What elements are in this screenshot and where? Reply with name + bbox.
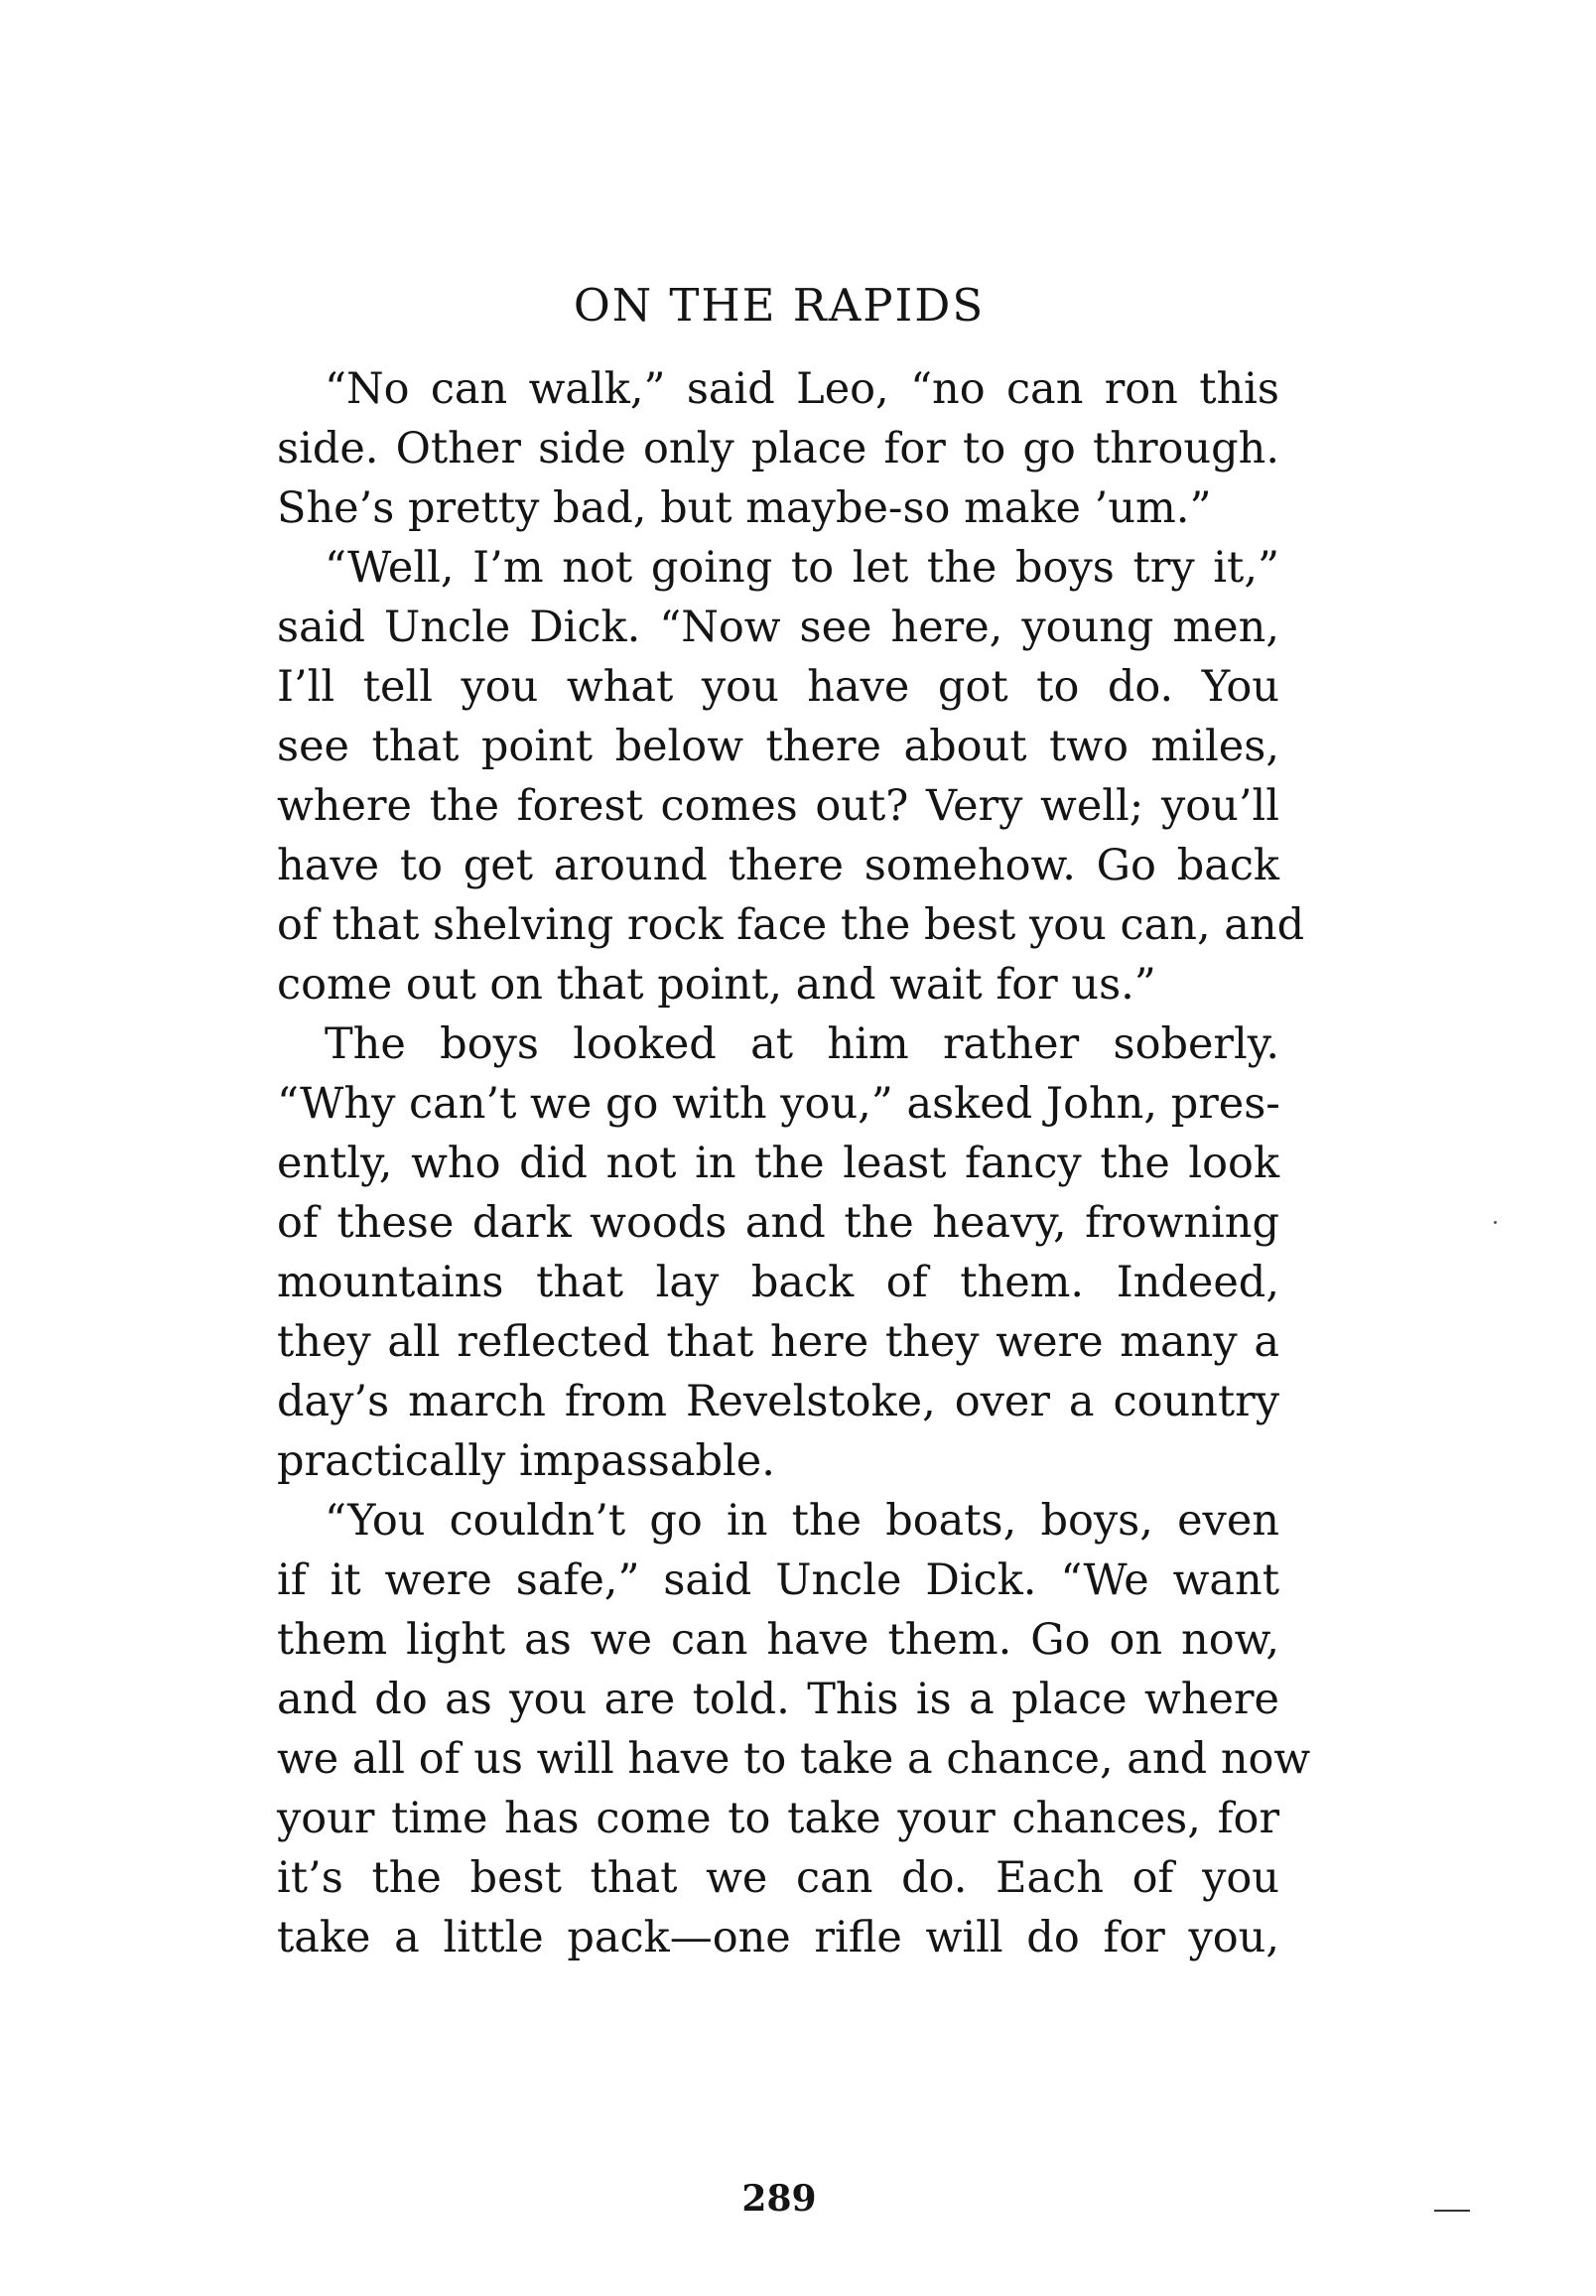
text-line: and do as you are told. This is a place where xyxy=(277,1675,1279,1724)
text-line: She’s pretty bad, but maybe-so make ’um.” xyxy=(277,483,1212,533)
running-head: ON THE RAPIDS xyxy=(573,279,986,332)
text-line: your time has come to take your chances, for xyxy=(277,1794,1279,1843)
text-line: where the forest comes out? Very well; you’ll xyxy=(277,781,1279,831)
text-line: of these dark woods and the heavy, frowning xyxy=(277,1198,1279,1248)
text-line: said Uncle Dick. “Now see here, young men, xyxy=(277,603,1279,652)
page-number: 289 xyxy=(741,2178,817,2220)
ink-speck xyxy=(1494,1221,1497,1224)
text-line: of that shelving rock face the best you can, and xyxy=(277,900,1305,950)
text-line: have to get around there somehow. Go back xyxy=(277,841,1279,890)
text-line: take a little pack—one rifle will do for you, xyxy=(277,1913,1279,1962)
text-line: practically impassable. xyxy=(277,1436,775,1486)
text-line: day’s march from Revelstoke, over a country xyxy=(277,1377,1279,1426)
text-line: we all of us will have to take a chance, and now xyxy=(277,1734,1311,1784)
text-line: “Well, I’m not going to let the boys try it,” xyxy=(325,543,1279,593)
text-line: if it were safe,” said Uncle Dick. “We want xyxy=(277,1555,1279,1605)
text-line: it’s the best that we can do. Each of you xyxy=(277,1853,1279,1903)
paragraph-2 xyxy=(277,538,1305,1014)
text-line: The boys looked at him rather soberly. xyxy=(325,1019,1279,1069)
text-line: “Why can’t we go with you,” asked John, pres- xyxy=(277,1079,1280,1129)
text-line: side. Other side only place for to go through. xyxy=(277,424,1279,473)
margin-mark xyxy=(1434,2210,1470,2212)
text-line: them light as we can have them. Go on now, xyxy=(277,1615,1279,1665)
paragraph-3 xyxy=(277,1014,1279,1491)
text-line: ently, who did not in the least fancy the look xyxy=(277,1139,1279,1188)
text-line: see that point below there about two miles, xyxy=(277,722,1279,771)
paragraph-4 xyxy=(277,1491,1311,1967)
text-line: “You couldn’t go in the boats, boys, even xyxy=(325,1496,1279,1546)
paragraph-1 xyxy=(277,359,1279,538)
text-line: mountains that lay back of them. Indeed, xyxy=(277,1258,1279,1307)
text-line: they all reflected that here they were many a xyxy=(277,1317,1279,1367)
text-line: “No can walk,” said Leo, “no can ron this xyxy=(325,364,1279,414)
body-text xyxy=(277,359,1311,1967)
text-line: come out on that point, and wait for us.” xyxy=(277,960,1156,1010)
text-line: I’ll tell you what you have got to do. You xyxy=(277,662,1279,712)
